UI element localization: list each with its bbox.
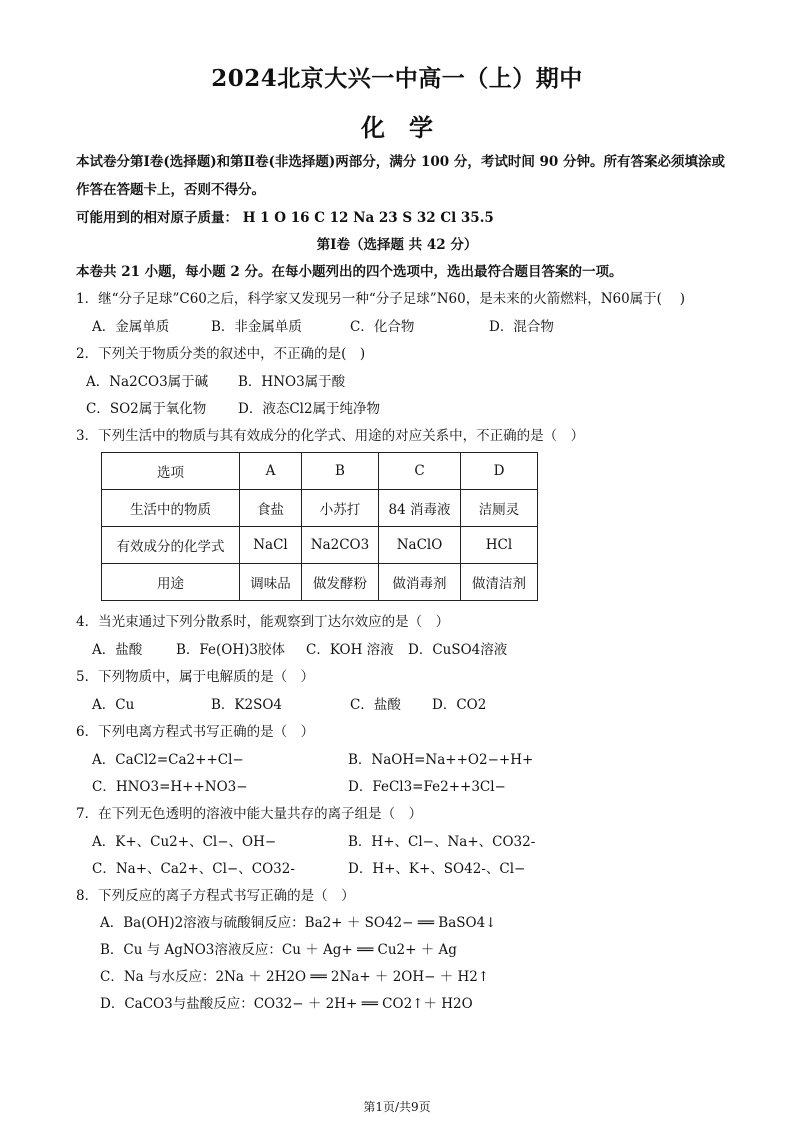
intro-line-1: 本试卷分第Ⅰ卷(选择题)和第Ⅱ卷(非选择题)两部分，满分 100 分，考试时间 90 分钟。所有答案必须填涂或: [76, 154, 726, 170]
table-cell: 有效成分的化学式: [102, 527, 240, 564]
q7-option-a: A．K+、Cu2+、Cl−、OH−: [92, 834, 277, 850]
q1-option-d: D．混合物: [489, 319, 554, 335]
q6-option-b: B．NaOH=Na++O2−+H+: [348, 752, 534, 768]
q7-option-b: B．H+、Cl−、Na+、CO32-: [348, 834, 536, 850]
table-cell: NaClO: [379, 527, 461, 564]
table-cell: 小苏打: [302, 490, 379, 527]
q8-option-d: D．CaCO3与盐酸反应：CO32− ＋ 2H+ ══ CO2↑＋ H2O: [100, 996, 473, 1012]
section-note: 本卷共 21 小题，每小题 2 分。在每小题列出的四个选项中，选出最符合题目答案的一项。: [76, 264, 623, 280]
q4-option-b: B．Fe(OH)3胶体: [176, 642, 286, 658]
q3-table: [101, 452, 538, 601]
table-row: [102, 453, 538, 490]
q7-stem: 7．在下列无色透明的溶液中能大量共存的离子组是（ ）: [76, 806, 423, 822]
q1-option-c: C．化合物: [350, 319, 415, 335]
table-cell: D: [461, 453, 538, 490]
q7-option-c: C．Na+、Ca2+、Cl−、CO32-: [92, 861, 295, 877]
table-row: [102, 564, 538, 601]
table-cell: 用途: [102, 564, 240, 601]
q6-option-a: A．CaCl2=Ca2++Cl−: [92, 752, 244, 768]
q4-option-a: A．盐酸: [92, 642, 143, 658]
atomic-mass-line: 可能用到的相对原子质量： H 1 O 16 C 12 Na 23 S 32 Cl 35.5: [76, 210, 494, 226]
intro-line-2: 作答在答题卡上，否则不得分。: [76, 182, 265, 198]
q6-option-c: C．HNO3=H++NO3−: [92, 779, 248, 795]
table-cell: HCl: [461, 527, 538, 564]
table-cell: 洁厕灵: [461, 490, 538, 527]
table-cell: A: [240, 453, 302, 490]
table-cell: 做发酵粉: [302, 564, 379, 601]
q5-stem: 5．下列物质中，属于电解质的是（ ）: [76, 669, 315, 685]
table-row: [102, 527, 538, 564]
q1-option-a: A．金属单质: [92, 319, 170, 335]
q5-option-d: D．CO2: [432, 697, 487, 713]
table-cell: B: [302, 453, 379, 490]
q4-option-d: D．CuSO4溶液: [408, 642, 508, 658]
section-title: 第Ⅰ卷（选择题 共 42 分）: [316, 237, 478, 253]
q3-stem: 3．下列生活中的物质与其有效成分的化学式、用途的对应关系中，不正确的是（ ）: [76, 428, 585, 444]
q2-option-b: B．HNO3属于酸: [238, 374, 346, 390]
table-cell: Na2CO3: [302, 527, 379, 564]
table-cell: 食盐: [240, 490, 302, 527]
q1-option-b: B．非金属单质: [211, 319, 302, 335]
table-row: [102, 490, 538, 527]
q6-stem: 6．下列电离方程式书写正确的是（ ）: [76, 724, 315, 740]
q1-stem: 1．继“分子足球”C60之后，科学家又发现另一种“分子足球”N60，是未来的火箭燃料，N60属于( ): [76, 291, 686, 307]
q8-option-c: C．Na 与水反应：2Na ＋ 2H2O ══ 2Na+ ＋ 2OH− ＋ H2↑: [100, 969, 490, 985]
q8-stem: 8．下列反应的离子方程式书写正确的是（ ）: [76, 888, 355, 904]
page-footer: 第1页/共9页: [363, 1100, 431, 1114]
table-cell: C: [379, 453, 461, 490]
q5-option-c: C．盐酸: [350, 697, 401, 713]
q8-option-b: B．Cu 与 AgNO3溶液反应：Cu ＋ Ag+ ══ Cu2+ ＋ Ag: [100, 942, 457, 958]
q2-option-d: D．液态Cl2属于纯净物: [238, 401, 381, 417]
q6-option-d: D．FeCl3=Fe2++3Cl−: [348, 779, 506, 795]
table-cell: 生活中的物质: [102, 490, 240, 527]
q4-stem: 4．当光束通过下列分散系时，能观察到丁达尔效应的是（ ）: [76, 614, 450, 630]
table-cell: 做清洁剂: [461, 564, 538, 601]
table-cell: 调味品: [240, 564, 302, 601]
q4-option-c: C．KOH 溶液: [306, 642, 394, 658]
table-cell: NaCl: [240, 527, 302, 564]
q5-option-a: A．Cu: [92, 697, 135, 713]
q2-option-a: A．Na2CO3属于碱: [86, 374, 209, 390]
q8-option-a: A．Ba(OH)2溶液与硫酸铜反应：Ba2+ ＋ SO42− ══ BaSO4↓: [100, 915, 497, 931]
table-cell: 选项: [102, 453, 240, 490]
exam-title: 2024北京大兴一中高一（上）期中: [211, 65, 583, 92]
q7-option-d: D．H+、K+、SO42-、Cl−: [348, 861, 526, 877]
subject-title: 化学: [361, 113, 457, 142]
q2-option-c: C．SO2属于氧化物: [86, 401, 207, 417]
q5-option-b: B．K2SO4: [211, 697, 283, 713]
table-cell: 84 消毒液: [379, 490, 461, 527]
q2-stem: 2．下列关于物质分类的叙述中，不正确的是( ): [76, 346, 366, 362]
table-cell: 做消毒剂: [379, 564, 461, 601]
